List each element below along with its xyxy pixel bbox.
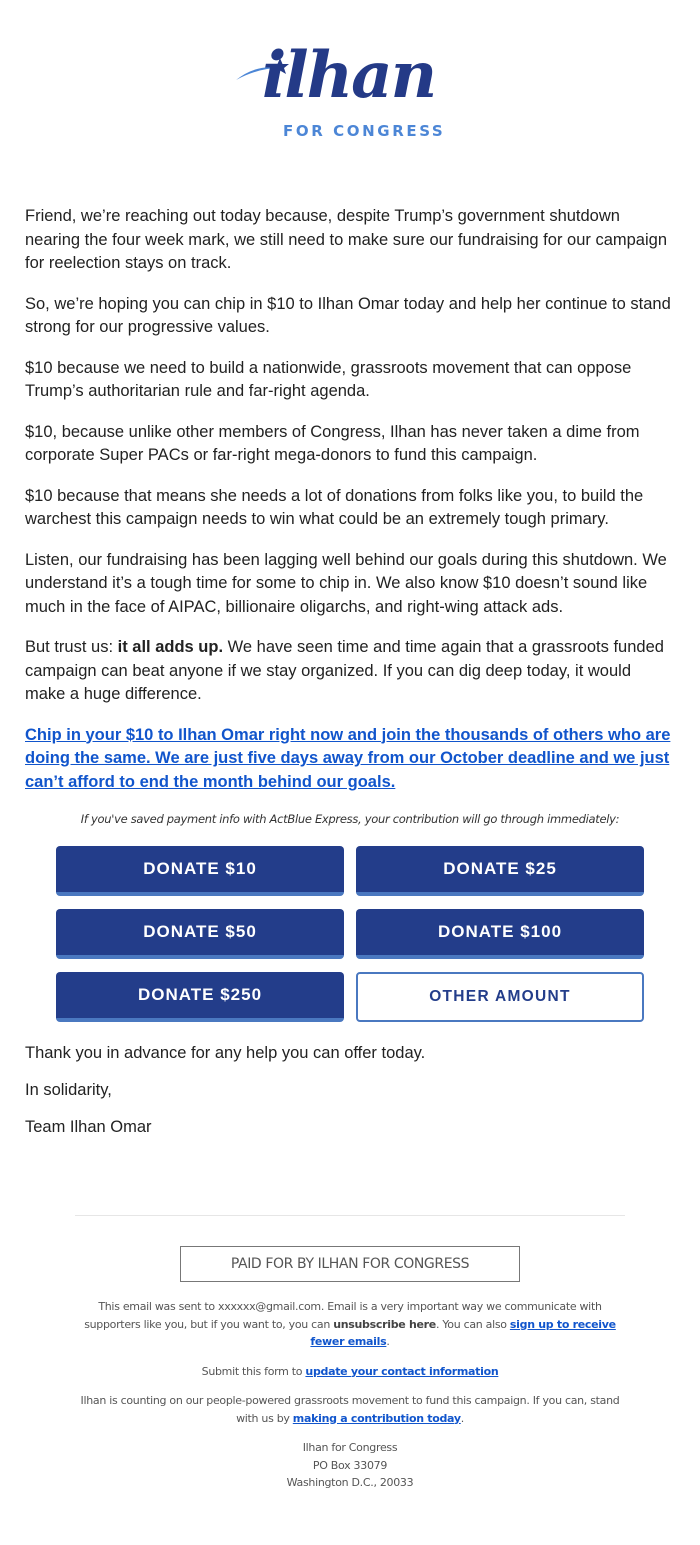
address-line: Washington D.C., 20033 xyxy=(286,1476,414,1489)
signature: Team Ilhan Omar xyxy=(25,1118,152,1136)
footer-form xyxy=(70,1363,630,1381)
logo-subtitle: FOR CONGRESS xyxy=(283,122,446,140)
logo-wordmark: ilhan xyxy=(262,38,436,113)
paragraph: Friend, we’re reaching out today because, despite Trump’s government shutdown nearing the four week mark, we still need to make sure our fundraising for our campaign for reelection stays on track. xyxy=(25,207,667,272)
closing xyxy=(0,1044,700,1137)
text: . You can also xyxy=(435,1317,510,1331)
donate-50-button[interactable]: DONATE $50 xyxy=(56,909,344,959)
logo xyxy=(0,0,700,185)
text: We have seen time and time again that a grassroots funded campaign can beat anyone if we stay organized. If you can dig deep today, it would make a huge difference. xyxy=(25,638,664,703)
address-line: PO Box 33079 xyxy=(312,1458,388,1472)
footer xyxy=(0,1298,700,1512)
cta-link[interactable]: Chip in your $10 to Ilhan Omar right now and join the thousands of others who are doing the same. We are just five days away from our October deadline and we just can’t afford to end the month behind our goals. xyxy=(25,725,671,791)
paragraph: $10 because we need to build a nationwide, grassroots movement that can oppose Trump’s authoritarian rule and far-right agenda. xyxy=(25,358,632,400)
donate-100-button[interactable]: DONATE $100 xyxy=(356,909,644,959)
actblue-note: If you've saved payment info with ActBlue Express, your contribution will go through immediately: xyxy=(80,812,620,826)
other-amount-button[interactable]: OTHER AMOUNT xyxy=(356,972,644,1022)
text: . xyxy=(386,1335,390,1348)
message-body xyxy=(0,185,700,794)
text: Ilhan is counting on our people-powered grassroots movement to fund this campaign. If you can, stand with us by xyxy=(80,1394,620,1425)
cta-paragraph xyxy=(25,724,675,795)
text: This email was sent to xxxxxx@gmail.com. Email is a very important way we communicate with supporters like you, but if you want to, you can xyxy=(84,1300,602,1331)
text: . xyxy=(460,1411,464,1425)
unsubscribe-link[interactable]: unsubscribe here xyxy=(333,1317,436,1331)
address-line: Ilhan for Congress xyxy=(302,1441,398,1454)
bold-text: it all adds up. xyxy=(117,638,224,656)
text: But trust us: xyxy=(25,638,118,656)
paragraph: Listen, our fundraising has been lagging well behind our goals during this shutdown. We understand it’s a tough time for some to chip in. We also know $10 doesn’t sound like much in the face of AIPAC, billionaire oligarchs, and right-wing attack ads. xyxy=(25,550,667,616)
donate-buttons xyxy=(56,846,700,1022)
paragraph: $10 because that means she needs a lot of donations from folks like you, to build the warchest this campaign needs to win what could be an extremely tough primary. xyxy=(25,486,644,528)
paragraph: So, we’re hoping you can chip in $10 to Ilhan Omar today and help her continue to stand strong for our progressive values. xyxy=(25,294,671,336)
paragraph: $10, because unlike other members of Congress, Ilhan has never taken a dime from corporate Super PACs or far-right mega-donors to fund this campaign. xyxy=(25,422,640,464)
footer-sent xyxy=(70,1298,630,1351)
paragraph xyxy=(25,636,675,707)
address xyxy=(70,1439,630,1512)
donate-25-button[interactable]: DONATE $25 xyxy=(356,846,644,896)
footer-contribute xyxy=(70,1392,630,1427)
fewer-emails-link[interactable]: sign up to receive fewer emails xyxy=(310,1317,616,1348)
text: Submit this form to xyxy=(201,1364,306,1378)
paid-for-box: PAID FOR BY ILHAN FOR CONGRESS xyxy=(180,1246,520,1282)
contribution-link[interactable]: making a contribution today xyxy=(292,1411,461,1425)
divider xyxy=(75,1215,625,1216)
closing-line: In solidarity, xyxy=(25,1081,112,1099)
closing-line: Thank you in advance for any help you can offer today. xyxy=(25,1044,426,1062)
update-contact-link[interactable]: update your contact information xyxy=(305,1364,499,1378)
donate-250-button[interactable]: DONATE $250 xyxy=(56,972,344,1022)
donate-10-button[interactable]: DONATE $10 xyxy=(56,846,344,896)
